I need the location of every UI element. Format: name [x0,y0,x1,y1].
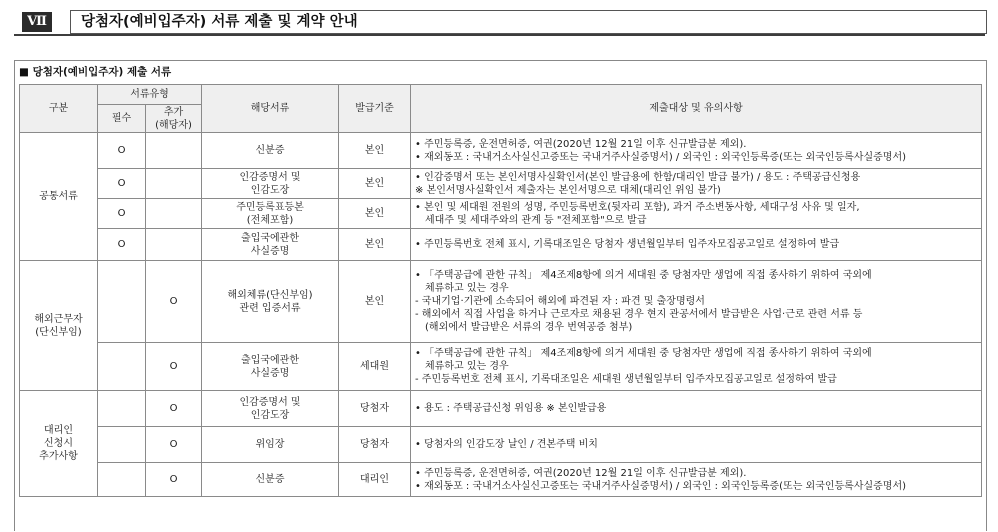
document-cell: 출입국에관한 사실증명 [202,229,339,261]
header-additional: 추가 (해당자) [146,105,202,133]
section-header [14,9,985,36]
section-title-box [70,10,987,34]
basis-cell: 대리인 [339,463,411,497]
notes-cell: • 본인 및 세대원 전원의 성명, 주민등록번호(뒷자리 포함), 과거 주소변동사항, 세대구성 사유 및 일자, 세대주 및 세대주와의 관계 등 "전체포함"으로 발급 [411,199,982,229]
basis-cell: 본인 [339,229,411,261]
header-doc-type: 서류유형 [98,85,202,105]
required-cell: O [98,199,146,229]
document-cell: 인감증명서 및 인감도장 [202,391,339,427]
notes-cell: • 주민등록번호 전체 표시, 기록대조일은 당첨자 생년월일부터 입주자모집공고일로 설정하여 발급 [411,229,982,261]
notes-cell: • 용도 : 주택공급신청 위임용 ※ 본인발급용 [411,391,982,427]
table-row [20,229,982,261]
header-issue-basis: 발급기준 [339,85,411,133]
additional-cell: O [146,391,202,427]
header-category: 구분 [20,85,98,133]
document-cell: 신분증 [202,133,339,169]
group-overseas: 해외근무자 (단신부임) [20,261,98,391]
section-number: Ⅶ [22,12,52,32]
notes-cell: • 인감증명서 또는 본인서명사실확인서(본인 발급용에 한함/대리인 발급 불가) / 용도 : 주택공급신청용 ※ 본인서명사실확인서 제출자는 본인서명으로 대체(대리인 위임 불가) [411,169,982,199]
group-common: 공통서류 [20,133,98,261]
document-cell: 출입국에관한 사실증명 [202,343,339,391]
notes-cell: • 「주택공급에 관한 규칙」 제4조제8항에 의거 세대원 중 당첨자만 생업에 직접 종사하기 위하여 국외에 체류하고 있는 경우 - 주민등록번호 전체 표시, 기록대조일은 세대원 생년월일부터 입주자모집공고일로 설정하여 발급 [411,343,982,391]
table-row [20,169,982,199]
required-cell: O [98,169,146,199]
subsection-title [19,64,171,79]
subsection-title-text: 당첨자(예비입주자) 제출 서류 [32,66,172,78]
additional-cell [146,199,202,229]
basis-cell: 당첨자 [339,391,411,427]
header-document: 해당서류 [202,85,339,133]
required-cell: O [98,229,146,261]
additional-cell: O [146,343,202,391]
required-cell [98,427,146,463]
notes-cell: • 당첨자의 인감도장 날인 / 견본주택 비치 [411,427,982,463]
required-cell [98,391,146,427]
required-cell [98,343,146,391]
document-cell: 위임장 [202,427,339,463]
basis-cell: 본인 [339,261,411,343]
additional-cell: O [146,463,202,497]
required-cell: O [98,133,146,169]
table-row [20,391,982,427]
notes-cell: • 「주택공급에 관한 규칙」 제4조제8항에 의거 세대원 중 당첨자만 생업에 직접 종사하기 위하여 국외에 체류하고 있는 경우 - 국내기업·기관에 소속되어 해외에 파견된 자 : 파견 및 출장명령서 - 해외에서 직접 사업을 하거나 근로자로 채용된 경우 현지 관공서에서 발급받은 사업·근로 관련 서류 등 (해외에서 발급받은 서류의 경우 번역공증 첨부) [411,261,982,343]
required-cell [98,261,146,343]
additional-cell: O [146,261,202,343]
table-row [20,343,982,391]
square-bullet-icon: ■ [19,66,29,78]
notes-cell: • 주민등록증, 운전면허증, 여권(2020년 12월 21일 이후 신규발급분 제외). • 재외동포 : 국내거소사실신고증또는 국내거주사실증명서) / 외국인 : 외국인등록증(또는 외국인등록사실증명서) [411,133,982,169]
group-proxy: 대리인 신청시 추가사항 [20,391,98,497]
basis-cell: 본인 [339,133,411,169]
header-required: 필수 [98,105,146,133]
required-cell [98,463,146,497]
section-title: 당첨자(예비입주자) 서류 제출 및 계약 안내 [81,14,358,30]
table-row [20,199,982,229]
additional-cell: O [146,427,202,463]
table-row [20,463,982,497]
notes-cell: • 주민등록증, 운전면허증, 여권(2020년 12월 21일 이후 신규발급분 제외). • 재외동포 : 국내거소사실신고증또는 국내거주사실증명서) / 외국인 : 외국인등록증(또는 외국인등록사실증명서) [411,463,982,497]
document-cell: 인감증명서 및 인감도장 [202,169,339,199]
document-cell: 주민등록표등본 (전체포함) [202,199,339,229]
header-notes: 제출대상 및 유의사항 [411,85,982,133]
document-cell: 신분증 [202,463,339,497]
table-row [20,261,982,343]
basis-cell: 본인 [339,199,411,229]
table-row [20,427,982,463]
documents-table [19,84,982,497]
basis-cell: 세대원 [339,343,411,391]
documents-panel [14,60,987,531]
document-cell: 해외체류(단신부임) 관련 입증서류 [202,261,339,343]
additional-cell [146,229,202,261]
basis-cell: 본인 [339,169,411,199]
additional-cell [146,133,202,169]
basis-cell: 당첨자 [339,427,411,463]
additional-cell [146,169,202,199]
table-row [20,133,982,169]
